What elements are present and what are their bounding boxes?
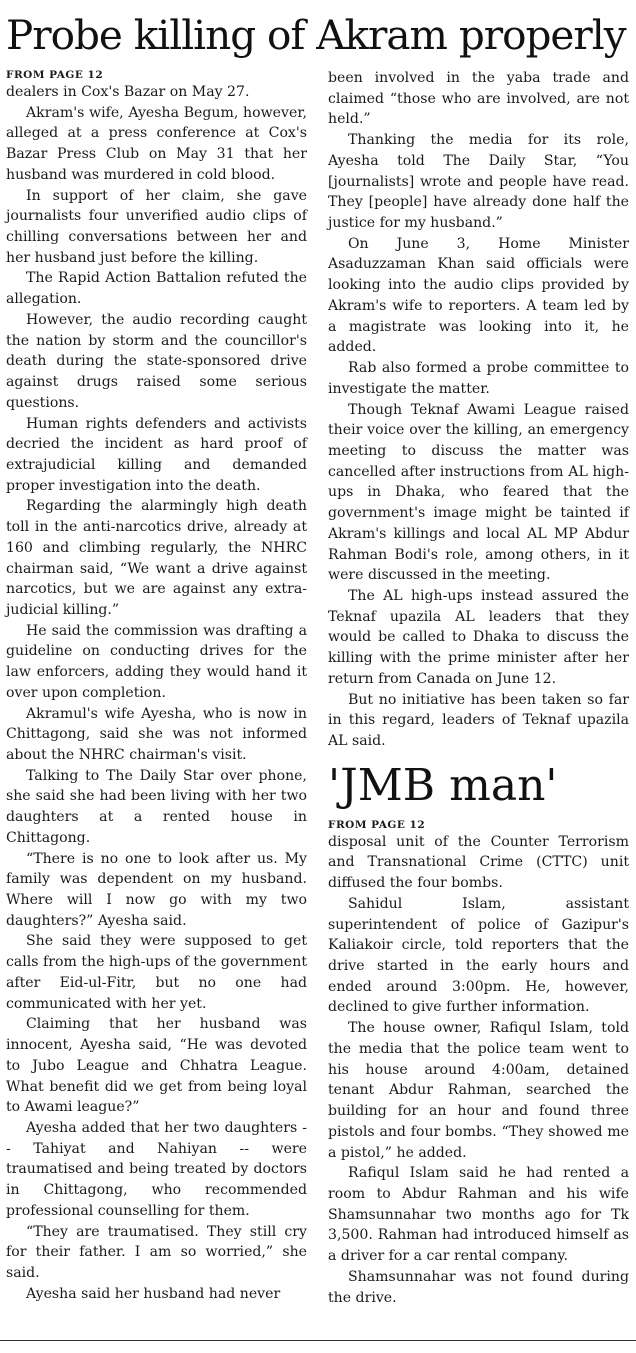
bottom-divider <box>0 1340 636 1341</box>
paragraph: Ayesha said her husband had never <box>26 1285 281 1302</box>
paragraph: Talking to The Daily Star over phone, she said she had been living with her two daughters at a rented house in Chittagong. <box>6 767 307 846</box>
paragraph: Thanking the media for its role, Ayesha told The Daily Star, “You [journalists] wrote and people have read. They [people] have already done half the justice for my husband.” <box>328 132 629 232</box>
paragraph: The house owner, Rafiqul Islam, told the media that the police team went to his house around 4:00am, detained tenant Abdur Rahman, searched the building for an hour and found three pistols and four bombs. “They showed me a pistol,” he added. <box>328 1020 629 1161</box>
paragraph: Ayesha added that her two daughters -- Tahiyat and Nahiyan -- were traumatised and being treated by doctors in Chittagong, who recommended professional counselling for them. <box>6 1119 307 1219</box>
paragraph: On June 3, Home Minister Asaduzzaman Khan said officials were looking into the audio clips provided by Akram's wife to reporters. A team led by a magistrate was looking into it, he added. <box>328 235 629 356</box>
paragraph: However, the audio recording caught the nation by storm and the councillor's death during the state-sponsored drive against drugs raised some serious questions. <box>6 311 307 411</box>
continuation-kicker: FROM PAGE 12 <box>6 69 104 81</box>
paragraph: disposal unit of the Counter Terrorism and Transnational Crime (CTTC) unit diffused the four bombs. <box>328 833 629 892</box>
paragraph: The Rapid Action Battalion refuted the allegation. <box>6 270 307 308</box>
headline: Probe killing of Akram properly <box>6 11 626 59</box>
continuation-kicker: FROM PAGE 12 <box>328 818 426 831</box>
paragraph: But no initiative has been taken so far in this regard, leaders of Teknaf upazila AL said. <box>328 691 629 749</box>
paragraph: Akramul's wife Ayesha, who is now in Chittagong, said she was not informed about the NHRC chairman's visit. <box>6 705 307 763</box>
paragraph: Sahidul Islam, assistant superintendent of police of Gazipur's Kaliakoir circle, told reporters that the drive started in the early hours and ended around 3:00pm. He, however, declined to give further information. <box>328 895 629 1016</box>
paragraph: dealers in Cox's Bazar on May 27. <box>6 84 250 100</box>
paragraph: been involved in the yaba trade and claimed “those who are involved, are not held.” <box>328 70 629 128</box>
paragraph: She said they were supposed to get calls from the high-ups of the government after Eid-ul-Fitr, but no one had communicated with her yet. <box>6 933 307 1012</box>
right-column <box>328 68 629 1308</box>
paragraph: Rafiqul Islam said he had rented a room to Abdur Rahman and his wife Shamsunnahar two months ago for Tk 3,500. Rahman had introduced himself as a driver for a car rental company. <box>328 1165 629 1265</box>
second-story-headline: 'JMB man' <box>328 759 558 811</box>
paragraph: “There is no one to look after us. My family was dependent on my husband. Where will I now go with my two daughters?” Ayesha said. <box>6 850 307 929</box>
paragraph: Though Teknaf Awami League raised their voice over the killing, an emergency meeting to discuss the matter was cancelled after instructions from AL high-ups in Dhaka, who feared that the government's image might be tainted if Akram's killings and local AL MP Abdur Rahman Bodi's role, among others, in it were discussed in the meeting. <box>328 401 629 584</box>
paragraph: Regarding the alarmingly high death toll in the anti-narcotics drive, already at 160 and climbing regularly, the NHRC chairman said, “We want a drive against narcotics, but we are against any extra-judicial killing.” <box>6 498 307 618</box>
paragraph: He said the commission was drafting a guideline on conducting drives for the law enforcers, adding they would hand it over upon completion. <box>6 622 307 701</box>
paragraph: Claiming that her husband was innocent, Ayesha said, “He was devoted to Jubo League and Chhatra League. What benefit did we get from being loyal to Awami league?” <box>6 1016 307 1116</box>
paragraph: Rab also formed a probe committee to investigate the matter. <box>328 360 629 397</box>
paragraph: The AL high-ups instead assured the Teknaf upazila AL leaders that they would be called to Dhaka to discuss the killing with the prime minister after her return from Canada on June 12. <box>328 587 629 687</box>
paragraph: Shamsunnahar was not found during the drive. <box>328 1268 629 1306</box>
left-column <box>6 68 307 1304</box>
paragraph: “They are traumatised. They still cry for their father. I am so worried,” she said. <box>6 1223 307 1281</box>
paragraph: Akram's wife, Ayesha Begum, however, alleged at a press conference at Cox's Bazar Press Club on May 31 that her husband was murdered in cold blood. <box>6 104 307 183</box>
paragraph: In support of her claim, she gave journalists four unverified audio clips of chilling conversations between her and her husband just before the killing. <box>6 187 307 266</box>
paragraph: Human rights defenders and activists decried the incident as hard proof of extrajudicial killing and demanded proper investigation into the death. <box>6 415 307 494</box>
